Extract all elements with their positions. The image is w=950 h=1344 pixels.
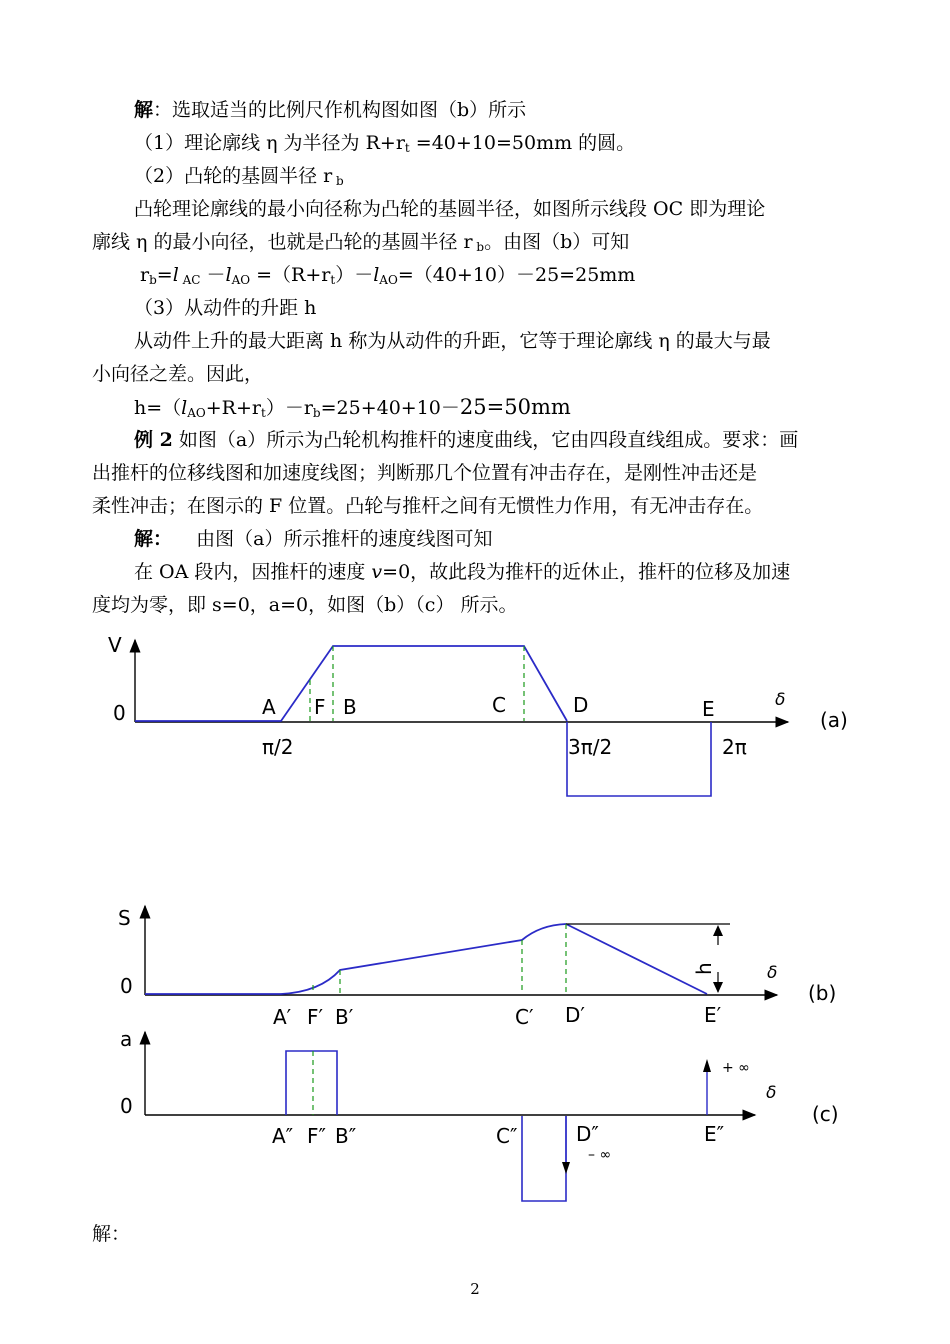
text: 。由图（b）可知 <box>484 231 630 253</box>
italic-l: l <box>181 397 188 419</box>
subscript: b <box>472 240 485 254</box>
trailing-solution: 解： <box>92 1223 131 1245</box>
solution-intro <box>134 527 914 551</box>
subscript: t <box>404 141 410 155</box>
caption-c: (c) <box>812 1102 839 1126</box>
label-d-dprime: D″ <box>576 1122 599 1146</box>
h-arrow-up <box>713 925 723 936</box>
subscript: AO <box>231 273 251 287</box>
text: = <box>156 264 173 286</box>
bold-label: 例 2 <box>134 429 173 451</box>
subscript: b <box>149 273 157 287</box>
italic-l: l <box>225 264 232 286</box>
label-a-dprime: A″ <box>272 1124 294 1148</box>
tick-3pi-over-2: 3π/2 <box>568 735 613 759</box>
bold-label: 解 <box>134 99 154 121</box>
label-s: S <box>118 906 131 930</box>
label-d-prime: D′ <box>565 1003 585 1027</box>
para-oa-line1 <box>134 560 914 584</box>
displacement-curve <box>145 924 707 994</box>
label-origin: 0 <box>113 701 126 725</box>
text: ）－r <box>265 397 313 419</box>
text: － <box>200 264 226 286</box>
subscript: b <box>332 174 344 188</box>
para-min-radius-line2 <box>92 230 872 254</box>
text: =（R+r <box>250 264 331 286</box>
label-f-prime: F′ <box>307 1005 324 1029</box>
para-base-circle <box>134 164 914 188</box>
caption-a: (a) <box>820 708 848 732</box>
label-d: D <box>573 693 589 717</box>
text: =40+10=50mm 的圆。 <box>409 132 636 154</box>
tick-2pi: 2π <box>722 735 747 759</box>
label-b-dprime: B″ <box>335 1124 357 1148</box>
text: 在 OA 段内，因推杆的速度 <box>134 561 372 583</box>
formula-h <box>134 395 914 420</box>
subscript: AO <box>379 273 398 287</box>
label-origin: 0 <box>120 974 133 998</box>
text: =25+40+10－ <box>320 397 460 419</box>
label-b-prime: B′ <box>335 1005 354 1029</box>
velocity-curve-negative <box>567 722 711 796</box>
subscript: AO <box>187 406 206 420</box>
para-solution-1 <box>134 98 914 122</box>
label-e-dprime: E″ <box>704 1122 725 1146</box>
example-2-line1 <box>134 428 914 452</box>
bold-label: 解： <box>134 528 173 550</box>
label-pos-infinity: + ∞ <box>722 1060 750 1076</box>
italic-v: v <box>371 561 383 583</box>
page-number: 2 <box>470 1280 480 1298</box>
label-f: F <box>314 695 326 719</box>
para-lift: （3）从动件的升距 h <box>134 297 317 319</box>
italic-l: l <box>172 264 179 286</box>
text: +R+r <box>205 397 261 419</box>
label-delta: δ <box>766 1083 777 1103</box>
text: r <box>140 264 150 286</box>
label-c: C <box>492 693 506 717</box>
text: h=（ <box>134 397 182 419</box>
pos-infinity-arrowhead <box>703 1059 711 1072</box>
para-theory-profile <box>134 131 914 155</box>
label-a-prime: A′ <box>273 1005 292 1029</box>
label-delta: δ <box>775 690 786 710</box>
text: ）－ <box>335 264 374 286</box>
diagram-c-acceleration <box>120 1027 839 1201</box>
h-arrow-down <box>713 982 723 993</box>
label-e-prime: E′ <box>704 1003 722 1027</box>
text: =0，故此段为推杆的近休止，推杆的位移及加速 <box>382 561 791 583</box>
label-f-dprime: F″ <box>307 1124 326 1148</box>
label-delta: δ <box>767 963 778 983</box>
example-2-line3: 柔性冲击；在图示的 F 位置。凸轮与推杆之间有无惯性力作用，有无冲击存在。 <box>92 495 764 517</box>
label-e: E <box>702 697 715 721</box>
neg-infinity-arrowhead <box>562 1162 570 1174</box>
text: =（40+10）－25=25mm <box>397 264 636 286</box>
label-a: A <box>262 695 276 719</box>
italic-l: l <box>373 264 380 286</box>
formula-rb <box>140 263 920 287</box>
label-h: h <box>692 962 716 975</box>
diagram-b-displacement <box>118 906 836 1029</box>
acceleration-positive-block <box>286 1051 337 1115</box>
cam-motion-diagrams <box>0 620 950 1220</box>
text: （2）凸轮的基圆半径 r <box>134 165 333 187</box>
subscript: t <box>330 273 336 287</box>
label-a-axis: a <box>120 1027 133 1051</box>
label-v: V <box>108 633 122 657</box>
subscript: b <box>312 406 321 420</box>
label-origin: 0 <box>120 1094 133 1118</box>
text: 由图（a）所示推杆的速度线图可知 <box>172 528 493 550</box>
para-lift-def-line2: 小向径之差。因此， <box>92 363 264 385</box>
acceleration-negative-block <box>522 1116 566 1201</box>
para-lift-def-line1: 从动件上升的最大距离 h 称为从动件的升距，它等于理论廓线 η 的最大与最 <box>134 330 771 352</box>
tick-pi-over-2: π/2 <box>262 735 294 759</box>
label-c-prime: C′ <box>515 1005 534 1029</box>
caption-b: (b) <box>808 981 837 1005</box>
subscript: t <box>261 406 266 420</box>
text: 如图（a）所示为凸轮机构推杆的速度曲线，它由四段直线组成。要求：画 <box>172 429 799 451</box>
text: 25=50mm <box>459 395 571 419</box>
subscript: AC <box>178 273 201 287</box>
para-oa-line2: 度均为零，即 s=0，a=0，如图（b）（c） 所示。 <box>92 594 518 616</box>
text: 廓线 η 的最小向径，也就是凸轮的基圆半径 r <box>92 231 473 253</box>
text: （1）理论廓线 η 为半径为 R+r <box>134 132 405 154</box>
text: ：选取适当的比例尺作机构图如图（b）所示 <box>153 99 527 121</box>
label-b: B <box>343 695 357 719</box>
label-c-dprime: C″ <box>496 1124 518 1148</box>
label-neg-infinity: – ∞ <box>588 1147 612 1163</box>
example-2-line2: 出推杆的位移线图和加速度线图；判断那几个位置有冲击存在，是刚性冲击还是 <box>92 462 758 484</box>
diagram-a-velocity <box>108 633 848 796</box>
para-min-radius-line1: 凸轮理论廓线的最小向径称为凸轮的基圆半径，如图所示线段 OC 即为理论 <box>134 198 766 220</box>
